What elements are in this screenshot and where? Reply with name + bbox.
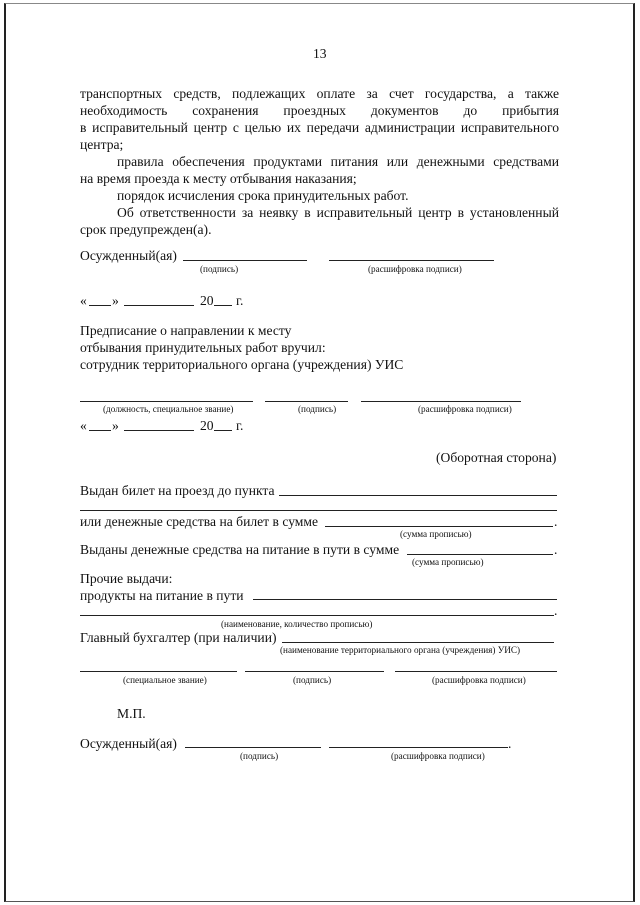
caption-decode-2: (расшифровка подписи): [391, 751, 485, 761]
date-1-year-suffix: г.: [236, 293, 244, 308]
intro-line-4: центра;: [80, 137, 124, 152]
officer-position-field[interactable]: [80, 401, 253, 402]
intro-line-2: необходимость сохранения проездных документов до прибытия: [80, 103, 559, 118]
accountant-org-field[interactable]: [282, 642, 554, 643]
accountant-decode-field[interactable]: [395, 671, 557, 672]
caption-org: (наименование территориального органа (учреждения) УИС): [280, 645, 521, 655]
caption-officer-position: (должность, специальное звание): [103, 404, 234, 414]
money-ticket-label: или денежные средства на билет в сумме: [80, 514, 319, 529]
intro-line-1: транспортных средств, подлежащих оплате за счет государства, а также: [80, 86, 559, 101]
date-1-close-quote: »: [112, 293, 119, 308]
money-food-label: Выданы денежные средства на питание в пути в сумме: [80, 542, 400, 557]
prescription-line-1: Предписание о направлении к месту: [80, 323, 292, 338]
date-2-year-field[interactable]: [214, 430, 232, 431]
stamp-place: М.П.: [117, 706, 146, 721]
money-ticket-dot: .: [554, 514, 558, 529]
caption-officer-signature: (подпись): [298, 404, 337, 414]
date-2-year-suffix: г.: [236, 418, 244, 433]
page-number: 13: [313, 46, 327, 61]
caption-accountant-decode: (расшифровка подписи): [432, 675, 526, 685]
date-1-open-quote: «: [80, 293, 87, 308]
caption-signature-2: (подпись): [240, 751, 279, 761]
convict-2-dot: .: [508, 736, 512, 751]
convict-label-2: Осужденный(ая): [80, 736, 177, 751]
food-products-field[interactable]: [253, 599, 557, 600]
convict-label-1: Осужденный(ая): [80, 248, 177, 263]
date-1-day-field[interactable]: [89, 305, 111, 306]
caption-sum-1: (сумма прописью): [400, 529, 472, 539]
other-issues-label: Прочие выдачи:: [80, 571, 173, 586]
ticket-destination-field-cont[interactable]: [80, 510, 557, 511]
para-food-rules-line-2: на время проезда к месту отбывания наказания;: [80, 171, 357, 186]
officer-decode-field[interactable]: [361, 401, 521, 402]
date-1-year-prefix: 20: [200, 293, 214, 308]
convict-signature-field-2[interactable]: [185, 747, 321, 748]
officer-signature-field[interactable]: [265, 401, 348, 402]
date-2-year-prefix: 20: [200, 418, 214, 433]
para-responsibility-line-1: Об ответственности за неявку в исправительный центр в установленный: [117, 205, 559, 220]
para-term-calc: порядок исчисления срока принудительных работ.: [117, 188, 409, 203]
caption-rank: (специальное звание): [123, 675, 207, 685]
money-ticket-sum-field[interactable]: [325, 526, 553, 527]
caption-sum-2: (сумма прописью): [412, 557, 484, 567]
money-food-dot: .: [554, 542, 558, 557]
ticket-destination-field[interactable]: [279, 495, 557, 496]
accountant-signature-field[interactable]: [245, 671, 384, 672]
intro-line-3: в исправительный центр с целью их передачи администрации исправительного: [80, 120, 559, 135]
food-products-field-cont[interactable]: [80, 615, 554, 616]
convict-decode-field-2[interactable]: [329, 747, 508, 748]
date-1-year-field[interactable]: [214, 305, 232, 306]
prescription-line-3: сотрудник территориального органа (учреждения) УИС: [80, 357, 404, 372]
money-food-sum-field[interactable]: [407, 554, 553, 555]
date-2-day-field[interactable]: [89, 430, 111, 431]
convict-signature-field-1[interactable]: [183, 260, 307, 261]
date-2-open-quote: «: [80, 418, 87, 433]
caption-officer-decode: (расшифровка подписи): [418, 404, 512, 414]
prescription-line-2: отбывания принудительных работ вручил:: [80, 340, 326, 355]
caption-accountant-signature: (подпись): [293, 675, 332, 685]
accountant-rank-field[interactable]: [80, 671, 237, 672]
reverse-side-heading: (Оборотная сторона): [436, 450, 557, 465]
food-products-dot: .: [554, 603, 558, 618]
para-food-rules-line-1: правила обеспечения продуктами питания или денежными средствами: [117, 154, 559, 169]
caption-decode-1: (расшифровка подписи): [368, 264, 462, 274]
convict-decode-field-1[interactable]: [329, 260, 494, 261]
caption-food: (наименование, количество прописью): [221, 619, 373, 629]
food-products-label: продукты на питание в пути: [80, 588, 244, 603]
para-responsibility-line-2: срок предупрежден(а).: [80, 222, 212, 237]
date-2-close-quote: »: [112, 418, 119, 433]
ticket-label: Выдан билет на проезд до пункта: [80, 483, 275, 498]
date-1-month-field[interactable]: [124, 305, 194, 306]
caption-signature-1: (подпись): [200, 264, 239, 274]
accountant-label: Главный бухгалтер (при наличии): [80, 630, 277, 645]
date-2-month-field[interactable]: [124, 430, 194, 431]
